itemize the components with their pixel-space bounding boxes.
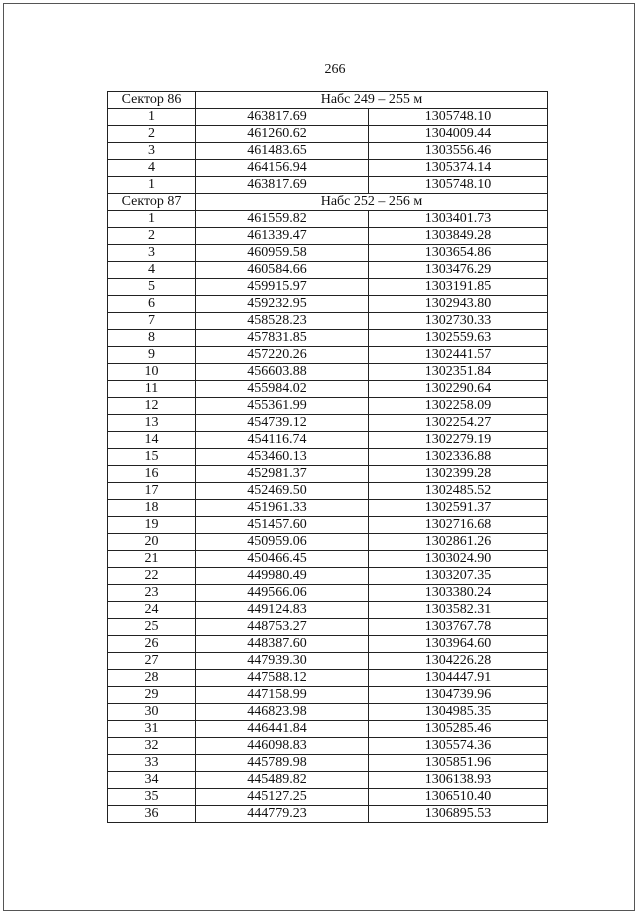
table-row (108, 364, 548, 381)
x-coordinate-cell: 449566.06 (196, 585, 369, 602)
table-row (108, 772, 548, 789)
x-coordinate-cell: 450466.45 (196, 551, 369, 568)
point-number-cell: 23 (108, 585, 196, 602)
point-number-cell: 3 (108, 143, 196, 160)
y-coordinate-cell: 1302861.26 (369, 534, 548, 551)
x-coordinate-cell: 454116.74 (196, 432, 369, 449)
x-coordinate-cell: 457831.85 (196, 330, 369, 347)
table-row (108, 721, 548, 738)
x-coordinate-cell: 455984.02 (196, 381, 369, 398)
point-number-cell: 17 (108, 483, 196, 500)
x-coordinate-cell: 461260.62 (196, 126, 369, 143)
x-coordinate-cell: 463817.69 (196, 177, 369, 194)
point-number-cell: 20 (108, 534, 196, 551)
point-number-cell: 19 (108, 517, 196, 534)
y-coordinate-cell: 1303582.31 (369, 602, 548, 619)
table-row (108, 619, 548, 636)
y-coordinate-cell: 1303767.78 (369, 619, 548, 636)
point-number-cell: 10 (108, 364, 196, 381)
y-coordinate-cell: 1304226.28 (369, 653, 548, 670)
x-coordinate-cell: 460584.66 (196, 262, 369, 279)
table-row (108, 483, 548, 500)
table-row (108, 330, 548, 347)
point-number-cell: 2 (108, 228, 196, 245)
x-coordinate-cell: 445789.98 (196, 755, 369, 772)
table-row (108, 704, 548, 721)
x-coordinate-cell: 456603.88 (196, 364, 369, 381)
page-number: 266 (324, 62, 346, 77)
y-coordinate-cell: 1302399.28 (369, 466, 548, 483)
x-coordinate-cell: 461559.82 (196, 211, 369, 228)
table-row (108, 279, 548, 296)
sector-nabs-range: Набс 252 – 256 м (196, 194, 548, 211)
table-row (108, 534, 548, 551)
table-row (108, 126, 548, 143)
point-number-cell: 18 (108, 500, 196, 517)
y-coordinate-cell: 1305374.14 (369, 160, 548, 177)
table-row (108, 755, 548, 772)
point-number-cell: 6 (108, 296, 196, 313)
x-coordinate-cell: 463817.69 (196, 109, 369, 126)
table-row (108, 670, 548, 687)
point-number-cell: 29 (108, 687, 196, 704)
point-number-cell: 24 (108, 602, 196, 619)
point-number-cell: 28 (108, 670, 196, 687)
x-coordinate-cell: 461339.47 (196, 228, 369, 245)
y-coordinate-cell: 1303207.35 (369, 568, 548, 585)
y-coordinate-cell: 1304739.96 (369, 687, 548, 704)
y-coordinate-cell: 1302441.57 (369, 347, 548, 364)
table-row (108, 449, 548, 466)
table-row (108, 466, 548, 483)
point-number-cell: 14 (108, 432, 196, 449)
x-coordinate-cell: 451961.33 (196, 500, 369, 517)
table-row (108, 636, 548, 653)
table-row (108, 245, 548, 262)
y-coordinate-cell: 1303964.60 (369, 636, 548, 653)
y-coordinate-cell: 1303401.73 (369, 211, 548, 228)
y-coordinate-cell: 1305851.96 (369, 755, 548, 772)
y-coordinate-cell: 1302254.27 (369, 415, 548, 432)
y-coordinate-cell: 1303849.28 (369, 228, 548, 245)
point-number-cell: 27 (108, 653, 196, 670)
point-number-cell: 13 (108, 415, 196, 432)
point-number-cell: 31 (108, 721, 196, 738)
point-number-cell: 5 (108, 279, 196, 296)
y-coordinate-cell: 1302258.09 (369, 398, 548, 415)
x-coordinate-cell: 451457.60 (196, 517, 369, 534)
x-coordinate-cell: 452469.50 (196, 483, 369, 500)
point-number-cell: 32 (108, 738, 196, 755)
y-coordinate-cell: 1302559.63 (369, 330, 548, 347)
table-row (108, 687, 548, 704)
y-coordinate-cell: 1303024.90 (369, 551, 548, 568)
x-coordinate-cell: 454739.12 (196, 415, 369, 432)
x-coordinate-cell: 448387.60 (196, 636, 369, 653)
table-row (108, 568, 548, 585)
table-row (108, 313, 548, 330)
table-row (108, 517, 548, 534)
y-coordinate-cell: 1302351.84 (369, 364, 548, 381)
table-row (108, 653, 548, 670)
table-row (108, 398, 548, 415)
y-coordinate-cell: 1302485.52 (369, 483, 548, 500)
point-number-cell: 16 (108, 466, 196, 483)
y-coordinate-cell: 1303380.24 (369, 585, 548, 602)
y-coordinate-cell: 1304985.35 (369, 704, 548, 721)
x-coordinate-cell: 447158.99 (196, 687, 369, 704)
point-number-cell: 4 (108, 262, 196, 279)
point-number-cell: 15 (108, 449, 196, 466)
x-coordinate-cell: 455361.99 (196, 398, 369, 415)
table-row (108, 551, 548, 568)
point-number-cell: 36 (108, 806, 196, 823)
table-row (108, 143, 548, 160)
x-coordinate-cell: 457220.26 (196, 347, 369, 364)
point-number-cell: 1 (108, 177, 196, 194)
y-coordinate-cell: 1305748.10 (369, 109, 548, 126)
table-row (108, 738, 548, 755)
table-row (108, 806, 548, 823)
point-number-cell: 33 (108, 755, 196, 772)
x-coordinate-cell: 452981.37 (196, 466, 369, 483)
y-coordinate-cell: 1305574.36 (369, 738, 548, 755)
x-coordinate-cell: 464156.94 (196, 160, 369, 177)
point-number-cell: 12 (108, 398, 196, 415)
point-number-cell: 11 (108, 381, 196, 398)
table-row (108, 177, 548, 194)
y-coordinate-cell: 1305748.10 (369, 177, 548, 194)
point-number-cell: 1 (108, 211, 196, 228)
point-number-cell: 25 (108, 619, 196, 636)
x-coordinate-cell: 446823.98 (196, 704, 369, 721)
point-number-cell: 35 (108, 789, 196, 806)
x-coordinate-cell: 444779.23 (196, 806, 369, 823)
y-coordinate-cell: 1303556.46 (369, 143, 548, 160)
table-row (108, 602, 548, 619)
x-coordinate-cell: 459232.95 (196, 296, 369, 313)
point-number-cell: 1 (108, 109, 196, 126)
x-coordinate-cell: 449980.49 (196, 568, 369, 585)
table-row (108, 211, 548, 228)
point-number-cell: 3 (108, 245, 196, 262)
table-row (108, 432, 548, 449)
x-coordinate-cell: 445127.25 (196, 789, 369, 806)
x-coordinate-cell: 446098.83 (196, 738, 369, 755)
table-row (108, 262, 548, 279)
table-row (108, 160, 548, 177)
y-coordinate-cell: 1303191.85 (369, 279, 548, 296)
x-coordinate-cell: 459915.97 (196, 279, 369, 296)
coordinates-table (107, 91, 548, 823)
x-coordinate-cell: 447939.30 (196, 653, 369, 670)
point-number-cell: 8 (108, 330, 196, 347)
sector-label: Сектор 86 (108, 92, 196, 109)
y-coordinate-cell: 1306138.93 (369, 772, 548, 789)
y-coordinate-cell: 1302290.64 (369, 381, 548, 398)
table-row (108, 381, 548, 398)
sector-header-row (108, 194, 548, 211)
table-row (108, 296, 548, 313)
x-coordinate-cell: 446441.84 (196, 721, 369, 738)
sector-label: Сектор 87 (108, 194, 196, 211)
table-row (108, 500, 548, 517)
point-number-cell: 22 (108, 568, 196, 585)
x-coordinate-cell: 460959.58 (196, 245, 369, 262)
point-number-cell: 2 (108, 126, 196, 143)
sector-nabs-range: Набс 249 – 255 м (196, 92, 548, 109)
sector-header-row (108, 92, 548, 109)
x-coordinate-cell: 447588.12 (196, 670, 369, 687)
y-coordinate-cell: 1302943.80 (369, 296, 548, 313)
point-number-cell: 34 (108, 772, 196, 789)
y-coordinate-cell: 1302591.37 (369, 500, 548, 517)
y-coordinate-cell: 1302336.88 (369, 449, 548, 466)
point-number-cell: 9 (108, 347, 196, 364)
table-row (108, 415, 548, 432)
x-coordinate-cell: 448753.27 (196, 619, 369, 636)
y-coordinate-cell: 1305285.46 (369, 721, 548, 738)
point-number-cell: 7 (108, 313, 196, 330)
table-row (108, 228, 548, 245)
table-row (108, 585, 548, 602)
y-coordinate-cell: 1306895.53 (369, 806, 548, 823)
table-row (108, 789, 548, 806)
x-coordinate-cell: 461483.65 (196, 143, 369, 160)
x-coordinate-cell: 445489.82 (196, 772, 369, 789)
y-coordinate-cell: 1304447.91 (369, 670, 548, 687)
y-coordinate-cell: 1306510.40 (369, 789, 548, 806)
y-coordinate-cell: 1302716.68 (369, 517, 548, 534)
point-number-cell: 30 (108, 704, 196, 721)
x-coordinate-cell: 450959.06 (196, 534, 369, 551)
table-row (108, 347, 548, 364)
y-coordinate-cell: 1303654.86 (369, 245, 548, 262)
point-number-cell: 4 (108, 160, 196, 177)
point-number-cell: 26 (108, 636, 196, 653)
y-coordinate-cell: 1302730.33 (369, 313, 548, 330)
point-number-cell: 21 (108, 551, 196, 568)
x-coordinate-cell: 449124.83 (196, 602, 369, 619)
y-coordinate-cell: 1302279.19 (369, 432, 548, 449)
x-coordinate-cell: 458528.23 (196, 313, 369, 330)
table-row (108, 109, 548, 126)
x-coordinate-cell: 453460.13 (196, 449, 369, 466)
y-coordinate-cell: 1303476.29 (369, 262, 548, 279)
y-coordinate-cell: 1304009.44 (369, 126, 548, 143)
